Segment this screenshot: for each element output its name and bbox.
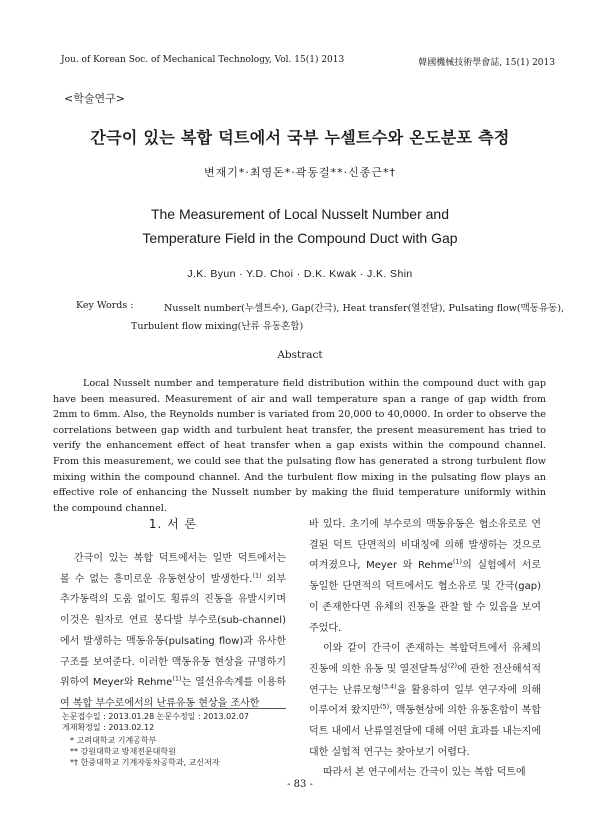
korean-title: 간극이 있는 복합 덕트에서 국부 누셀트수와 온도분포 측정	[90, 128, 510, 147]
footnote-divider	[60, 708, 286, 709]
abstract-paragraph: Local Nusselt number and temperature field distribution within the compound duct with gap have been measured. Measurement of air and wall temperature span a range of gap width from 2mm to 6mm. Also, the Reynolds number is variated from 20,000 to 40,0000. In order to observe the correlations between gap width and turbulent heat transfer, the present measurement has tried to verify the enhancement effect of heat transfer when a gap exists within the compound channel. From this measurement, we could see that the pulsating flow has generated a strong turbulent flow mixing within the compound channel. And the turbulent flow mixing in the pulsating flow plays an effective role of enhancing the Nusselt number by making the fluid temperature uniformly within the compound channel.	[53, 378, 546, 514]
article-category: <학술연구>	[64, 92, 125, 105]
journal-header-right: 韓國機械技術學會誌, 15(1) 2013	[418, 58, 555, 68]
english-title-line-1: The Measurement of Local Nusselt Number and	[150, 206, 450, 222]
abstract-heading: Abstract	[277, 349, 323, 361]
footnote-affiliation-2: ** 강원대학교 방재전문대학원	[70, 747, 176, 756]
intro-paragraph-1: 간극이 있는 복합 덕트에서는 일반 덕트에서는 볼 수 없는 흥미로운 유동현상이 발생한다.$^{(1)}$ 외부 추가동력의 도움 없이도 횡류의 진동을 유발시키며 이것은 원자로 연료 봉다발 부수로(sub-channel)에서 발생하는 맥동유동(pulsating flow)과 유사한 구조를 보여준다. 이러한 맥동유동 현상을 규명하기 위하여 Meyer와 Rehme$^{(1)}$는 열선유속계를 이용하여 복합 부수로에서의 난류유동 현상을 조사한	[60, 553, 287, 709]
citation-ref: (5)	[379, 703, 390, 711]
english-authors: J.K. Byun · Y.D. Choi · D.K. Kwak · J.K. Shin	[187, 268, 413, 280]
journal-header-left: Jou. of Korean Soc. of Mechanical Technology, Vol. 15(1) 2013	[61, 55, 345, 65]
citation-ref: (1)	[452, 558, 463, 567]
citation-ref: (1)	[252, 571, 262, 580]
intro-paragraph-1-cont: 바 있다. 초기에 부수로의 맥동유동은 협소유로로 연결된 덕트 단면적의 비대칭에 의해 발생하는 것으로 여겨졌으나, Meyer 와 Rehme$^{(1)}$의 실험에서 서로 동일한 단면적의 덕트에서도 협소유로 및 간극(gap)이 존재한다면 유체의 진동을 관찰 할 수 있음을 보여주었다.	[309, 519, 541, 634]
keywords-line-1: Nusselt number(누셀트수), Gap(간극), Heat transfer(열전달), Pulsating flow(맥동유동),	[164, 303, 565, 314]
footnote-accepted: 게재확정일 : 2013.02.12	[62, 723, 155, 732]
english-title-line-2: Temperature Field in the Compound Duct with Gap	[142, 230, 458, 246]
abstract-body	[53, 376, 546, 516]
right-column-text	[309, 515, 541, 784]
page-number: - 83 -	[287, 779, 313, 790]
intro-paragraph-3: 따라서 본 연구에서는 간극이 있는 복합 덕트에	[323, 767, 526, 779]
footnote-received-revised: 논문접수일 : 2013.01.28 논문수정일 : 2013.02.07	[62, 712, 249, 721]
intro-paragraph-2: 이와 같이 간극이 존재하는 복합덕트에서 유체의 진동에 의한 유동 및 열전달특성$^{(2)}$에 관한 전산해석적 연구는 난류모형$^{(3,4)}$을 활용하여 일부 연구자에 의해 이루어져 왔지만$^{(5)}$, 맥동현상에 의한 유동혼합이 복합덕트 내에서 난류열전달에 대해 어떤 효과를 내는지에 대한 실험적 연구는 찾아보기 어렵다.	[309, 643, 541, 758]
citation-ref: (3,4)	[381, 682, 397, 691]
citation-ref: (1)	[172, 674, 182, 683]
korean-authors: 변재기*·최영돈*·곽동걸**·신종근*†	[203, 166, 396, 179]
citation-ref: (2)	[447, 661, 458, 670]
keywords-line-2: Turbulent flow mixing(난류 유동혼합)	[131, 321, 304, 332]
keywords-label: Key Words :	[76, 300, 134, 311]
footnote-affiliation-1: * 고려대학교 기계공학부	[70, 736, 157, 745]
footnote-affiliation-3: *† 한중대학교 기계자동차공학과, 교신저자	[70, 758, 220, 767]
left-column-text	[60, 549, 286, 715]
section-heading-introduction: 1. 서 론	[148, 517, 198, 531]
